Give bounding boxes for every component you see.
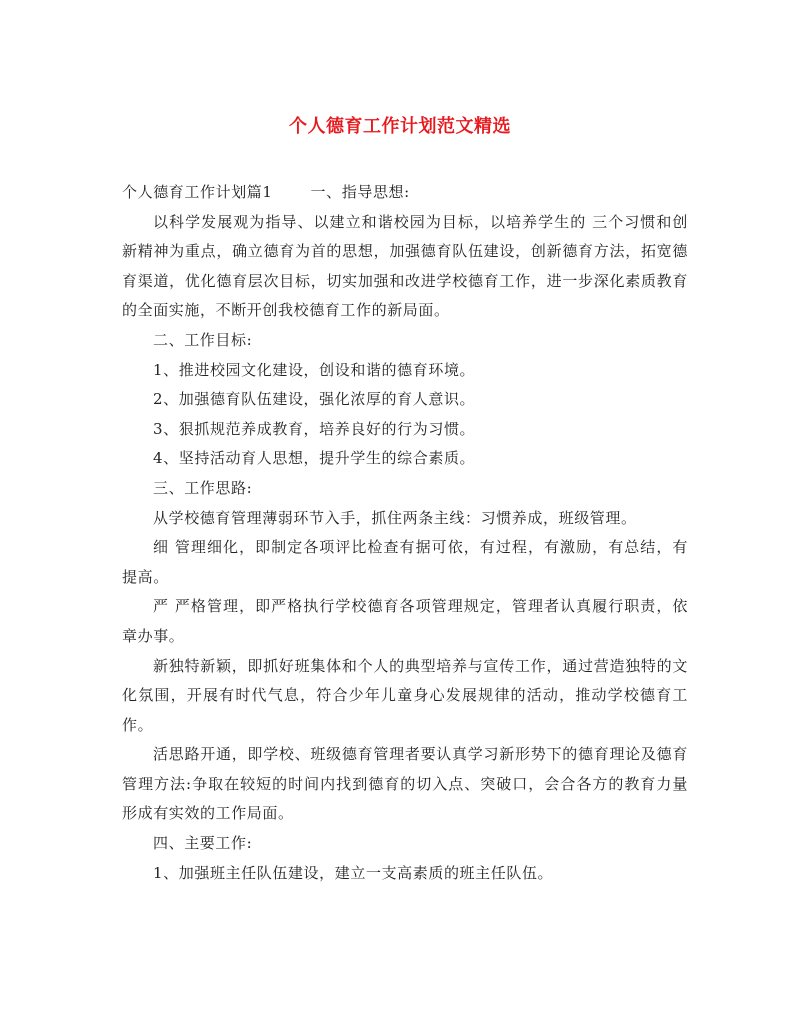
section-heading: 二、工作目标: xyxy=(153,330,253,349)
lead-label: 个人德育工作计划篇1 xyxy=(122,183,273,201)
paragraph: 新独特新颖，即抓好班集体和个人的典型培养与宣传工作，通过营造独特的文化氛围，开展有时代气息，符合少年儿童身心发展规律的活动，推动学校德育工作。 xyxy=(122,656,688,734)
section-heading: 三、工作思路: xyxy=(153,478,253,497)
list-item: 1、推进校园文化建设，创设和谐的德育环境。 xyxy=(153,360,476,379)
paragraph: 严 严格管理，即严格执行学校德育各项管理规定，管理者认真履行职责，依章办事。 xyxy=(122,597,688,645)
paragraph: 以科学发展观为指导、以建立和谐校园为目标，以培养学生的 三个习惯和创新精神为重点，确立德育为首的思想，加强德育队伍建设，创新德育方法，拓宽德育渠道，优化德育层次目标，切实加强和改进学校德育工作，进一步深化素质教育的全面实施，不断开创我校德育工作的新局面。 xyxy=(122,212,688,320)
lead-line xyxy=(122,178,688,208)
document-body xyxy=(122,178,688,888)
paragraph: 活思路开通，即学校、班级德育管理者要认真学习新形势下的德育理论及德育管理方法:争取在较短的时间内找到德育的切入点、突破口，会合各方的教育力量形成有实效的工作局面。 xyxy=(122,745,688,823)
list-item: 2、加强德育队伍建设，强化浓厚的育人意识。 xyxy=(153,390,476,409)
document-title: 个人德育工作计划范文精选 xyxy=(289,116,511,137)
list-item: 1、加强班主任队伍建设，建立一支高素质的班主任队伍。 xyxy=(153,863,554,882)
paragraph: 细 管理细化，即制定各项评比检查有据可依，有过程，有激励，有总结，有提高。 xyxy=(122,538,688,586)
list-item: 3、狠抓规范养成教育，培养良好的行为习惯。 xyxy=(153,419,476,438)
section-heading-guiding-ideology: 一、指导思想: xyxy=(310,183,410,201)
list-item: 4、坚持活动育人思想，提升学生的综合素质。 xyxy=(153,449,476,468)
section-heading: 四、主要工作: xyxy=(153,834,253,853)
paragraph: 从学校德育管理薄弱环节入手，抓住两条主线：习惯养成，班级管理。 xyxy=(153,508,637,527)
